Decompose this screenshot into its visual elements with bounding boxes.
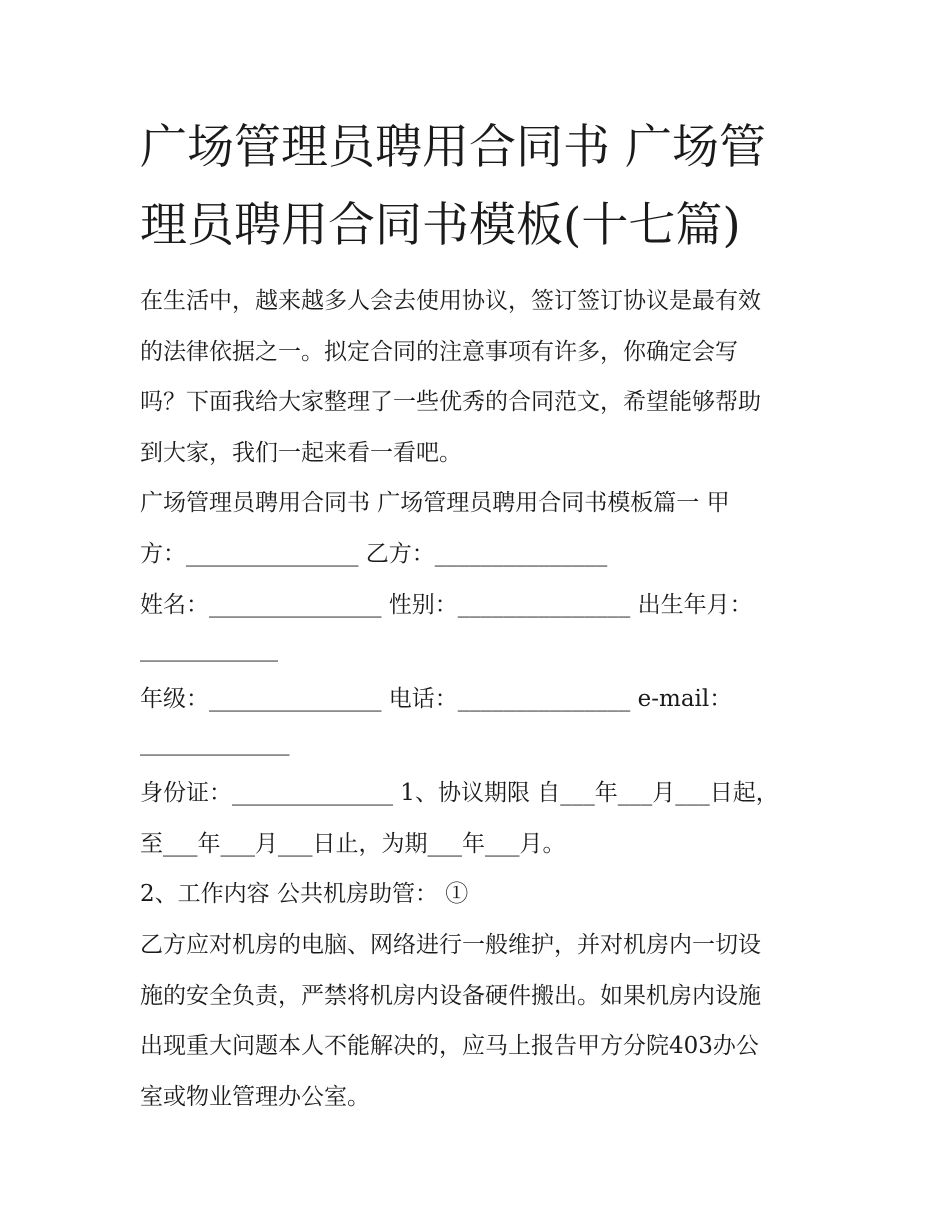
intro-line-4: 到大家，我们一起来看一看吧。 <box>140 440 462 466</box>
term-end-line: 至___年___月___日止，为期___年___月。 <box>140 831 566 857</box>
work-heading: 2、工作内容 公共机房助管： ① <box>140 881 469 907</box>
name-line: 姓名：_______________ 性别：_______________ 出生年月： <box>140 592 753 618</box>
duty-line-2: 施的安全负责，严禁将机房内设备硬件搬出。如果机房内设施 <box>140 983 761 1009</box>
duty-line-4: 室或物业管理办公室。 <box>140 1084 370 1110</box>
duty-line-1: 乙方应对机房的电脑、网络进行一般维护，并对机房内一切设 <box>140 932 761 958</box>
intro-line-2: 的法律依据之一。拟定合同的注意事项有许多，你确定会写 <box>140 339 738 365</box>
intro-line-1: 在生活中，越来越多人会去使用协议，签订签订协议是最有效 <box>140 288 761 314</box>
id-term-line: 身份证：______________ 1、协议期限 自___年___月___日起， <box>140 780 779 806</box>
grade-line: 年级：_______________ 电话：_______________ e-mail： <box>140 686 733 712</box>
duty-line-3: 出现重大问题本人不能解决的，应马上报告甲方分院403办公 <box>140 1033 759 1059</box>
intro-line-3: 吗？下面我给大家整理了一些优秀的合同范文，希望能够帮助 <box>140 389 761 415</box>
document-title-line-1: 广场管理员聘用合同书 广场管 <box>140 120 766 175</box>
document-title-line-2: 理员聘用合同书模板(十七篇) <box>140 198 741 253</box>
section-heading: 广场管理员聘用合同书 广场管理员聘用合同书模板篇一 甲 <box>140 490 730 516</box>
name-line-continued: ____________ <box>140 636 278 662</box>
parties-line: 方：_______________ 乙方：_______________ <box>140 541 608 567</box>
grade-line-continued: _____________ <box>140 730 290 756</box>
